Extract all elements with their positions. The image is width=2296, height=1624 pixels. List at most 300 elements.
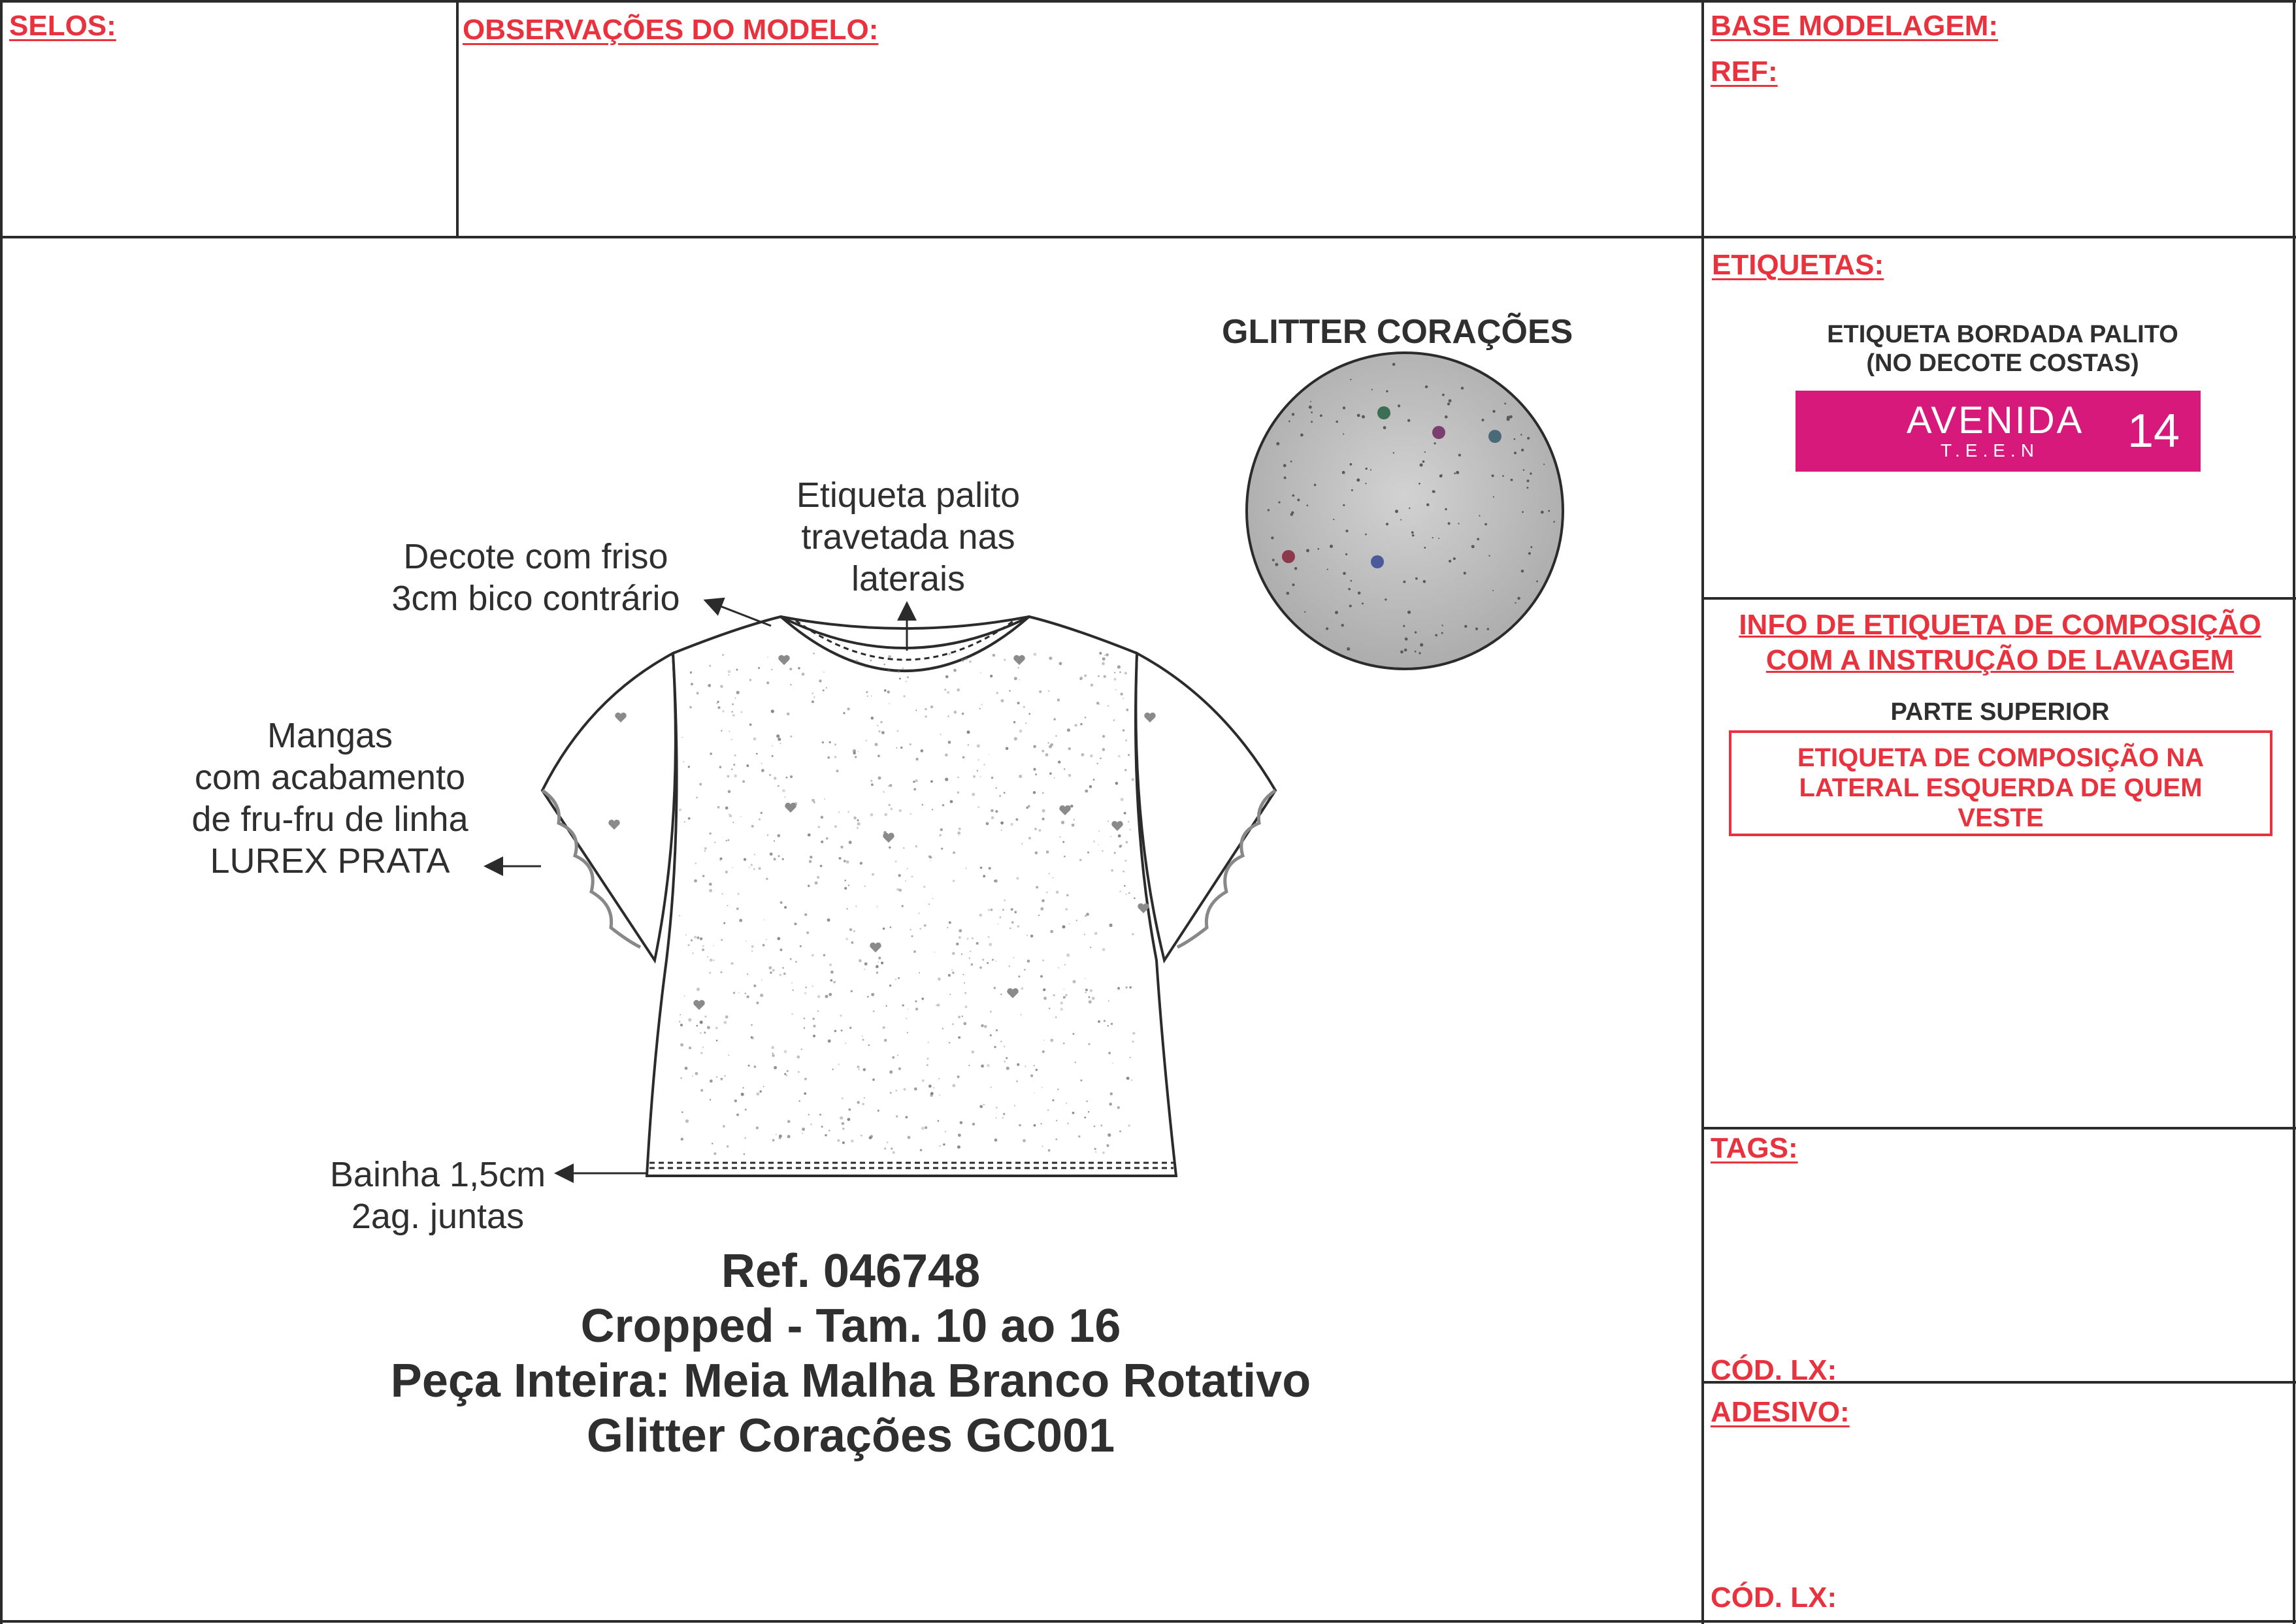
product-line4: Glitter Corações GC001	[586, 1410, 1115, 1462]
shirt-speck	[834, 756, 837, 758]
shirt-speck	[867, 696, 868, 697]
shirt-speck	[795, 961, 797, 963]
glitter-speck	[1407, 611, 1411, 614]
shirt-speck	[774, 858, 776, 860]
shirt-speck	[992, 654, 996, 657]
shirt-speck	[691, 939, 693, 941]
shirt-speck	[1060, 1008, 1063, 1011]
shirt-speck	[866, 691, 868, 693]
shirt-speck	[822, 741, 824, 743]
glitter-speck	[1283, 464, 1287, 467]
shirt-speck	[734, 1099, 737, 1102]
shirt-speck	[1050, 930, 1053, 934]
shirt-speck	[1021, 843, 1023, 845]
shirt-speck	[936, 1005, 937, 1006]
shirt-speck	[699, 783, 702, 785]
glitter-speck	[1419, 652, 1420, 654]
shirt-speck	[870, 1135, 873, 1138]
shirt-speck	[897, 1054, 898, 1056]
shirt-speck	[895, 860, 897, 862]
shirt-speck	[1102, 948, 1106, 951]
shirt-speck	[1033, 745, 1036, 749]
shirt-speck	[812, 986, 813, 987]
shirt-speck	[790, 736, 792, 738]
shirt-speck	[853, 749, 856, 753]
composicao-title-line1: INFO DE ETIQUETA DE COMPOSIÇÃO	[1739, 609, 2261, 641]
shirt-speck	[1102, 748, 1106, 751]
shirt-speck	[863, 1068, 866, 1071]
shirt-speck	[1000, 821, 1004, 824]
glitter-speck	[1426, 504, 1429, 506]
shirt-speck	[994, 880, 996, 883]
shirt-speck	[1047, 1109, 1049, 1111]
shirt-speck	[1113, 678, 1116, 681]
shirt-speck	[1065, 908, 1068, 911]
glitter-speck	[1311, 421, 1313, 423]
shirt-speck	[989, 943, 992, 946]
shirt-speck	[700, 1052, 703, 1054]
glitter-speck	[1271, 536, 1273, 539]
shirt-speck	[1106, 1145, 1109, 1147]
shirt-speck	[990, 1086, 991, 1088]
shirt-speck	[1064, 856, 1066, 858]
glitter-speck	[1479, 515, 1480, 516]
shirt-speck	[1114, 852, 1116, 854]
shirt-speck	[1097, 763, 1098, 764]
brand-sub: T.E.E.N	[1941, 440, 2039, 461]
shirt-speck	[972, 937, 974, 939]
etiqueta-bordada-line1: ETIQUETA BORDADA PALITO	[1827, 321, 2178, 348]
shirt-speck	[801, 1048, 803, 1050]
shirt-speck	[1011, 908, 1013, 911]
shirt-speck	[845, 938, 848, 941]
shirt-speck	[766, 681, 769, 684]
shirt-speck	[840, 846, 843, 849]
shirt-speck	[953, 851, 955, 854]
shirt-speck	[680, 1077, 682, 1079]
shirt-speck	[1043, 997, 1047, 1000]
shirt-speck	[776, 1134, 777, 1135]
glitter-speck	[1310, 401, 1311, 402]
shirt-speck	[1084, 934, 1085, 935]
shirt-speck	[921, 1127, 925, 1130]
shirt-speck	[994, 1139, 998, 1142]
shirt-speck	[725, 807, 729, 810]
shirt-speck	[976, 942, 979, 945]
shirt-speck	[871, 993, 874, 996]
shirt-speck	[777, 834, 780, 837]
glitter-speck	[1502, 475, 1504, 477]
glitter-speck	[1304, 611, 1305, 613]
shirt-speck	[731, 768, 733, 770]
shirt-speck	[702, 1047, 704, 1048]
shirt-speck	[684, 821, 685, 822]
shirt-speck	[1028, 805, 1030, 807]
shirt-speck	[709, 889, 712, 892]
shirt-speck	[1001, 699, 1004, 702]
shirt-speck	[679, 915, 680, 917]
composicao-box-line2: LATERAL ESQUERDA DE QUEM	[1799, 773, 2203, 802]
shirt-speck	[847, 707, 849, 710]
note-etiqueta-line2: travetada nas	[801, 517, 1015, 557]
shirt-speck	[1030, 935, 1034, 938]
shirt-speck	[895, 979, 897, 981]
shirt-speck	[1085, 992, 1087, 993]
shirt-speck	[741, 1093, 744, 1096]
shirt-speck	[736, 691, 740, 694]
shirt-speck	[688, 817, 691, 820]
shirt-speck	[1034, 1065, 1035, 1066]
shirt-speck	[1131, 1080, 1132, 1081]
shirt-speck	[791, 1013, 793, 1015]
shirt-speck	[784, 1073, 786, 1075]
shirt-speck	[1021, 1014, 1022, 1015]
shirt-speck	[977, 806, 979, 808]
shirt-speck	[1119, 1131, 1121, 1133]
shirt-speck	[899, 888, 902, 892]
shirt-speck	[723, 922, 725, 924]
shirt-speck	[925, 708, 927, 711]
shirt-speck	[1045, 753, 1049, 756]
shirt-speck	[1023, 1139, 1026, 1143]
shirt-speck	[956, 943, 959, 945]
shirt-speck	[848, 885, 849, 886]
shirt-speck	[889, 804, 891, 806]
shirt-speck	[1011, 921, 1014, 924]
shirt-speck	[1126, 709, 1128, 711]
shirt-speck	[804, 992, 806, 994]
shirt-speck	[1128, 821, 1129, 822]
glitter-speck	[1425, 385, 1428, 388]
shirt-speck	[1099, 652, 1102, 655]
glitter-speck	[1343, 572, 1346, 576]
shirt-speck	[1043, 1039, 1045, 1041]
shirt-speck	[1062, 841, 1064, 843]
shirt-speck	[783, 973, 786, 975]
shirt-speck	[1025, 723, 1026, 724]
shirt-speck	[877, 1110, 879, 1112]
shirt-speck	[736, 669, 738, 671]
shirt-speck	[734, 774, 737, 777]
etiquetas-label: ETIQUETAS:	[1712, 249, 1884, 281]
shirt-speck	[957, 1145, 960, 1148]
shirt-speck	[700, 937, 702, 940]
shirt-speck	[999, 917, 1001, 918]
shirt-speck	[770, 971, 772, 974]
shirt-speck	[681, 1138, 683, 1141]
shirt-speck	[761, 979, 763, 981]
shirt-speck	[1068, 747, 1071, 750]
shirt-speck	[1041, 1087, 1043, 1088]
shirt-speck	[981, 1065, 984, 1068]
glitter-speck	[1420, 643, 1423, 647]
shirt-speck	[787, 1070, 789, 1072]
shirt-speck	[681, 1111, 683, 1113]
shirt-speck	[740, 816, 742, 817]
shirt-speck	[925, 715, 927, 718]
shirt-speck	[1089, 1000, 1092, 1003]
shirt-speck	[988, 936, 990, 938]
shirt-speck	[806, 986, 807, 988]
shirt-speck	[1057, 1088, 1059, 1090]
shirt-speck	[968, 1065, 970, 1066]
shirt-speck	[782, 967, 784, 969]
shirt-speck	[832, 1069, 834, 1070]
shirt-speck	[851, 990, 853, 992]
shirt-speck	[767, 834, 769, 836]
shirt-speck	[751, 945, 754, 948]
shirt-speck	[908, 1136, 911, 1139]
glitter-speck	[1348, 588, 1351, 591]
glitter-speck	[1330, 545, 1333, 548]
shirt-speck	[688, 944, 690, 946]
shirt-speck	[864, 969, 865, 970]
shirt-speck	[1073, 1033, 1075, 1035]
shirt-speck	[1039, 690, 1041, 693]
shirt-speck	[1100, 1125, 1102, 1127]
shirt-speck	[1109, 1103, 1112, 1106]
shirt-speck	[862, 1039, 864, 1041]
shirt-speck	[930, 860, 931, 862]
shirt-speck	[739, 919, 742, 922]
shirt-speck	[764, 919, 765, 920]
shirt-speck	[919, 928, 921, 930]
shirt-speck	[679, 1021, 681, 1023]
shirt-speck	[708, 684, 711, 687]
shirt-speck	[1107, 820, 1109, 822]
shirt-speck	[1009, 690, 1010, 691]
shirt-speck	[817, 876, 819, 879]
glitter-speck	[1365, 534, 1367, 536]
shirt-speck	[1094, 932, 1098, 935]
shirt-speck	[813, 1035, 815, 1037]
shirt-speck	[753, 984, 756, 987]
shirt-speck	[813, 1025, 816, 1028]
shirt-speck	[945, 1131, 947, 1133]
shirt-speck	[1064, 988, 1065, 990]
glitter-speck	[1343, 406, 1345, 409]
glitter-speck	[1292, 413, 1294, 415]
shirt-speck	[1113, 719, 1115, 721]
adesivo-cod-lx: CÓD. LX:	[1711, 1582, 1837, 1614]
shirt-speck	[716, 1040, 718, 1042]
shirt-speck	[753, 738, 757, 741]
shirt-speck	[689, 1047, 691, 1049]
shirt-speck	[844, 880, 846, 882]
ref-label: REF:	[1711, 56, 1778, 88]
shirt-speck	[859, 959, 862, 962]
shirt-speck	[1124, 860, 1126, 862]
shirt-speck	[1017, 925, 1019, 927]
glitter-speck	[1383, 426, 1386, 429]
tags-label: TAGS:	[1711, 1132, 1798, 1164]
glitter-speck	[1527, 437, 1530, 440]
shirt-speck	[1014, 1105, 1015, 1106]
glitter-speck	[1400, 651, 1403, 654]
shirt-speck	[967, 730, 970, 734]
shirt-speck	[1033, 791, 1036, 794]
shirt-speck	[977, 744, 980, 747]
shirt-speck	[964, 657, 968, 660]
composicao-box-line3: VESTE	[1958, 804, 2044, 832]
shirt-speck	[878, 777, 881, 780]
shirt-speck	[883, 1026, 885, 1029]
shirt-speck	[1111, 1023, 1113, 1026]
glitter-swatch	[1247, 353, 1563, 669]
shirt-speck	[1107, 1133, 1111, 1137]
shirt-speck	[731, 711, 733, 713]
shirt-speck	[911, 876, 913, 878]
shirt-speck	[774, 1066, 777, 1069]
shirt-speck	[849, 1109, 851, 1111]
shirt-speck	[1110, 1092, 1113, 1095]
shirt-speck	[1085, 915, 1087, 917]
shirt-speck	[812, 692, 814, 694]
shirt-speck	[1089, 785, 1092, 788]
shirt-speck	[969, 660, 972, 663]
shirt-speck	[732, 822, 734, 823]
shirt-speck	[790, 684, 791, 685]
shirt-speck	[857, 819, 859, 821]
shirt-speck	[1093, 841, 1095, 843]
shirt-speck	[929, 856, 932, 858]
shirt-speck	[697, 937, 699, 939]
shirt-speck	[983, 1104, 985, 1105]
shirt-speck	[1091, 684, 1093, 687]
shirt-speck	[886, 1005, 887, 1007]
glitter-speck	[1309, 406, 1312, 409]
shirt-speck	[1067, 728, 1070, 732]
shirt-speck	[721, 730, 722, 732]
shirt-speck	[709, 665, 711, 667]
shirt-speck	[1128, 892, 1130, 894]
shirt-speck	[817, 995, 820, 998]
shirt-speck	[732, 867, 733, 868]
shirt-speck	[1056, 890, 1059, 894]
shirt-speck	[1066, 894, 1069, 897]
shirt-speck	[806, 932, 809, 934]
glitter-speck	[1434, 442, 1436, 444]
shirt-speck	[853, 817, 857, 820]
glitter-speck	[1447, 402, 1450, 405]
shirt-speck	[944, 689, 946, 690]
shirt-speck	[751, 864, 753, 866]
shirt-speck	[991, 816, 994, 819]
shirt-speck	[883, 664, 885, 666]
shirt-speck	[829, 964, 832, 966]
shirt-speck	[1070, 805, 1074, 808]
shirt-speck	[809, 860, 812, 864]
shirt-speck	[877, 755, 879, 757]
glitter-speck	[1272, 559, 1275, 561]
shirt-speck	[700, 1089, 703, 1092]
shirt-speck	[760, 994, 763, 997]
glitter-speck	[1422, 461, 1425, 463]
shirt-speck	[898, 874, 901, 877]
shirt-speck	[771, 669, 772, 670]
shirt-speck	[713, 960, 715, 962]
shirt-speck	[1034, 1124, 1036, 1127]
shirt-speck	[727, 775, 730, 777]
shirt-speck	[1059, 662, 1062, 665]
glitter-speck	[1365, 483, 1366, 484]
shirt-speck	[864, 962, 868, 966]
shirt-speck	[828, 1129, 830, 1131]
observacoes-label: OBSERVAÇÕES DO MODELO:	[463, 14, 879, 46]
glitter-speck	[1357, 414, 1360, 417]
shirt-speck	[991, 909, 993, 911]
shirt-speck	[1072, 1112, 1075, 1114]
shirt-speck	[923, 886, 926, 888]
shirt-speck	[873, 1011, 875, 1013]
shirt-speck	[889, 703, 890, 704]
shirt-speck	[1023, 706, 1025, 708]
shirt-speck	[957, 689, 960, 692]
shirt-speck	[715, 1027, 718, 1030]
shirt-speck	[780, 901, 783, 904]
shirt-speck	[896, 747, 898, 749]
shirt-speck	[1033, 653, 1036, 656]
shirt-speck	[1108, 1000, 1109, 1001]
cropped-shirt-drawing	[542, 617, 1275, 1176]
shirt-speck	[785, 797, 786, 798]
glitter-speck	[1441, 625, 1443, 626]
shirt-speck	[709, 972, 711, 974]
shirt-speck	[697, 1025, 698, 1027]
shirt-speck	[838, 811, 840, 813]
shirt-speck	[751, 1024, 753, 1026]
shirt-speck	[819, 679, 821, 682]
shirt-speck	[896, 1115, 898, 1117]
shirt-speck	[684, 996, 685, 997]
shirt-speck	[777, 937, 780, 940]
shirt-speck	[907, 868, 908, 869]
shirt-speck	[921, 749, 924, 753]
shirt-speck	[884, 1148, 886, 1150]
shirt-speck	[695, 1072, 698, 1075]
shirt-speck	[1102, 1152, 1105, 1154]
shirt-speck	[833, 981, 836, 984]
shirt-speck	[915, 779, 917, 782]
shirt-speck	[772, 745, 774, 747]
shirt-speck	[893, 1151, 895, 1154]
glitter-speck	[1335, 611, 1338, 614]
glitter-speck	[1514, 451, 1517, 454]
shirt-speck	[749, 867, 750, 868]
shirt-speck	[685, 934, 687, 935]
shirt-speck	[1098, 675, 1100, 677]
shirt-speck	[1019, 1124, 1021, 1127]
product-ref: Ref. 046748	[721, 1245, 981, 1297]
glitter-speck	[1438, 538, 1439, 539]
shirt-speck	[778, 855, 779, 857]
glitter-speck	[1356, 478, 1360, 481]
shirt-speck	[1033, 768, 1036, 771]
shirt-speck	[884, 689, 887, 692]
shirt-speck	[1072, 980, 1075, 983]
shirt-speck	[1024, 969, 1025, 970]
shirt-speck	[712, 1143, 713, 1144]
glitter-speck	[1527, 479, 1530, 482]
shirt-speck	[838, 1064, 840, 1065]
tags-cod-lx: CÓD. LX:	[1711, 1354, 1837, 1386]
shirt-speck	[868, 1045, 870, 1046]
shirt-speck	[749, 679, 751, 681]
shirt-speck	[878, 962, 879, 963]
shirt-speck	[844, 887, 847, 890]
glitter-speck	[1464, 625, 1467, 628]
shirt-speck	[1001, 830, 1002, 831]
